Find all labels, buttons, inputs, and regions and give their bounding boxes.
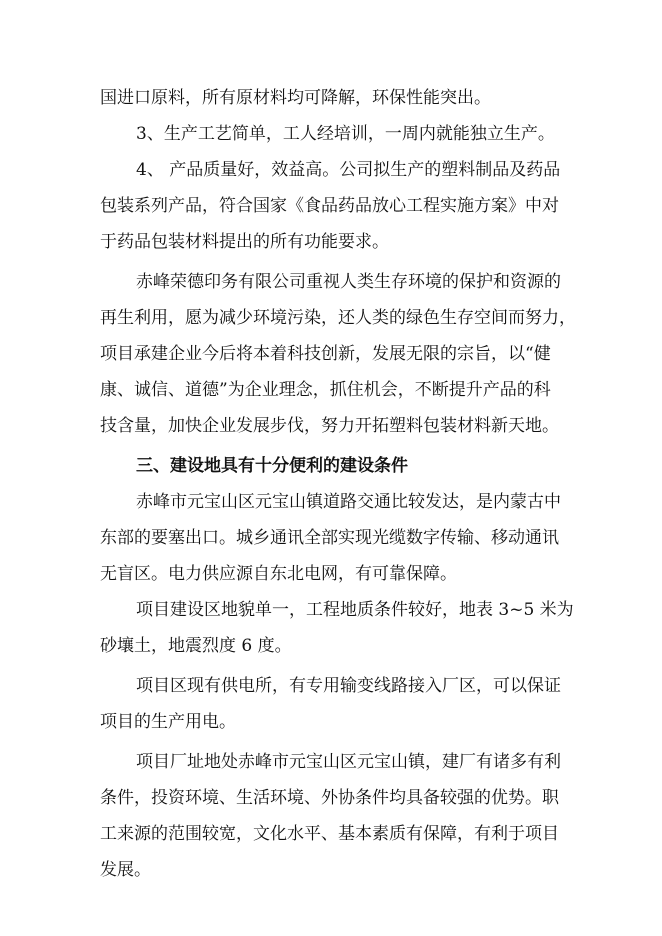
paragraph-start: 项目厂址地处赤峰市元宝山区元宝山镇，建厂有诸多有利 <box>136 752 561 772</box>
list-item-3: 3、生产工艺简单，工人经培训，一周内就能独立生产。 <box>136 124 555 144</box>
text-line: 砂壤土，地震烈度 6 度。 <box>100 636 292 656</box>
list-item-4: 4、 产品质量好，效益高。公司拟生产的塑料制品及药品 <box>136 160 561 180</box>
text-line: 康、诚信、道德”为企业理念，抓住机会，不断提升产品的科 <box>100 380 551 400</box>
section-heading: 三、建设地具有十分便利的建设条件 <box>136 456 408 476</box>
paragraph-start: 赤峰荣德印务有限公司重视人类生存环境的保护和资源的 <box>136 272 561 292</box>
text-line: 项目承建企业今后将本着科技创新，发展无限的宗旨，以“健 <box>100 344 551 364</box>
paragraph-start: 赤峰市元宝山区元宝山镇道路交通比较发达，是内蒙古中 <box>136 492 561 512</box>
text-line: 条件，投资环境、生活环境、外协条件均具备较强的优势。职 <box>100 788 559 808</box>
text-line: 无盲区。电力供应源自东北电网，有可靠保障。 <box>100 564 457 584</box>
text-line: 技含量，加快企业发展步伐，努力开拓塑料包装材料新天地。 <box>100 416 559 436</box>
text-line: 于药品包装材料提出的所有功能要求。 <box>100 232 389 252</box>
text-line: 包装系列产品，符合国家《食品药品放心工程实施方案》中对 <box>100 196 559 216</box>
text-line: 东部的要塞出口。城乡通讯全部实现光缆数字传输、移动通讯 <box>100 528 559 548</box>
text-line: 项目的生产用电。 <box>100 712 236 732</box>
text-line: 国进口原料，所有原材料均可降解，环保性能突出。 <box>100 88 491 108</box>
paragraph-start: 项目区现有供电所，有专用输变线路接入厂区，可以保证 <box>136 676 561 696</box>
paragraph-start: 项目建设区地貌单一，工程地质条件较好，地表 3~5 米为 <box>136 600 574 620</box>
text-line: 再生利用，愿为减少环境污染，还人类的绿色生存空间而努力， <box>100 308 576 328</box>
text-line: 工来源的范围较宽，文化水平、基本素质有保障，有利于项目 <box>100 824 559 844</box>
text-line: 发展。 <box>100 860 151 880</box>
